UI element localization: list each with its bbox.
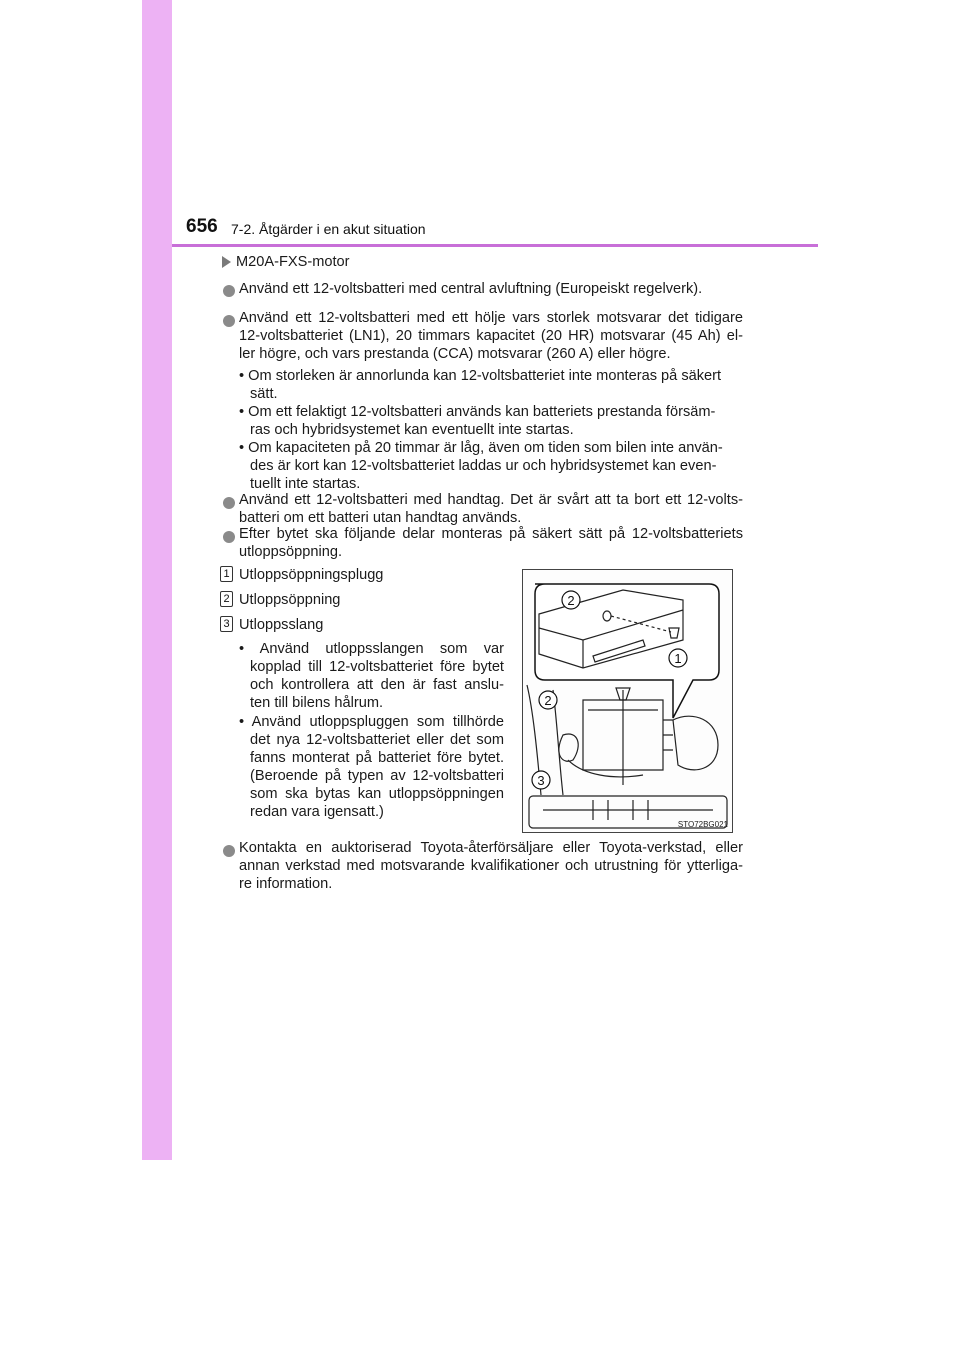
section-title: 7-2. Åtgärder i en akut situation: [231, 221, 426, 237]
part-label: Utloppsslang: [239, 617, 324, 633]
sub-bullet-text: ras och hybridsystemet kan eventuellt inte startas.: [250, 422, 574, 438]
note-text: • Använd utloppsslangen som var: [239, 641, 504, 657]
sub-bullet-text: • Om kapaciteten på 20 timmar är låg, även om tiden som bilen inte använ-: [239, 440, 723, 456]
callout-label: 2: [544, 693, 552, 708]
subheading: M20A-FXS-motor: [236, 254, 350, 270]
part-number: 3: [220, 616, 233, 632]
bullet-text: batteri om ett batteri utan handtag används.: [239, 510, 522, 526]
part-number: 2: [220, 591, 233, 607]
bullet-text: annan verkstad med motsvarande kvalifikationer och utrustning för ytterliga-: [239, 858, 743, 874]
note-text: fanns monterat på batteriet före bytet.: [250, 750, 504, 766]
part-number: 1: [220, 566, 233, 582]
bullet-dot-icon: [223, 315, 235, 327]
note-text: det nya 12-voltsbatteriet eller det som: [250, 732, 504, 748]
note-text: (Beroende på typen av 12-voltsbatteri: [250, 768, 504, 784]
bullet-text: Använd ett 12-voltsbatteri med handtag. Det är svårt att ta bort ett 12-volts-: [239, 492, 743, 508]
page-number: 656: [186, 216, 218, 237]
bullet-dot-icon: [223, 497, 235, 509]
callout-label: 1: [674, 651, 682, 666]
part-label: Utloppsöppningsplugg: [239, 567, 384, 583]
bullet-text: utloppsöppning.: [239, 544, 343, 560]
note-text: kopplad till 12-voltsbatteriet före bytet: [250, 659, 504, 675]
part-label: Utloppsöppning: [239, 592, 341, 608]
bullet-dot-icon: [223, 285, 235, 297]
bullet-text: re information.: [239, 876, 333, 892]
sub-bullet-text: tuellt inte startas.: [250, 476, 361, 492]
bullet-text: Kontakta en auktoriserad Toyota-återförsäljare eller Toyota-verkstad, eller: [239, 840, 743, 856]
callout-label: 3: [537, 773, 545, 788]
note-text: • Använd utloppspluggen som tillhörde: [239, 714, 504, 730]
note-text: redan vara igensatt.): [250, 804, 384, 820]
bullet-text: ler högre, och vars prestanda (CCA) motsvarar (260 A) eller högre.: [239, 346, 671, 362]
battery-illustration: [522, 569, 733, 833]
bullet-dot-icon: [223, 845, 235, 857]
triangle-icon: [222, 256, 231, 268]
bullet-dot-icon: [223, 531, 235, 543]
sub-bullet-text: • Om storleken är annorlunda kan 12-voltsbatteriet inte monteras på säkert: [239, 368, 722, 384]
note-text: och kontrollera att den är fast anslu-: [250, 677, 504, 693]
note-text: ten till bilens hålrum.: [250, 695, 384, 711]
sub-bullet-text: sätt.: [250, 386, 278, 402]
sub-bullet-text: • Om ett felaktigt 12-voltsbatteri används kan batteriets prestanda försäm-: [239, 404, 716, 420]
bullet-text: Använd ett 12-voltsbatteri med central avluftning (Europeiskt regelverk).: [239, 281, 703, 297]
figure-code: STO72BG021: [677, 820, 728, 829]
callout-label: 2: [567, 593, 575, 608]
note-text: som ska bytas kan utloppsöppningen: [250, 786, 504, 802]
bullet-text: 12-voltsbatteriet (LN1), 20 timmars kapacitet (20 HR) motsvarar (45 Ah) el-: [239, 328, 743, 344]
battery-drawing: [523, 570, 732, 832]
bullet-text: Efter bytet ska följande delar monteras på säkert sätt på 12-voltsbatteriets: [239, 526, 743, 542]
bullet-text: Använd ett 12-voltsbatteri med ett hölje vars storlek motsvarar det tidigare: [239, 310, 743, 326]
sub-bullet-text: des är kort kan 12-voltsbatteriet laddas ur och hybridsystemet kan even-: [250, 458, 717, 474]
